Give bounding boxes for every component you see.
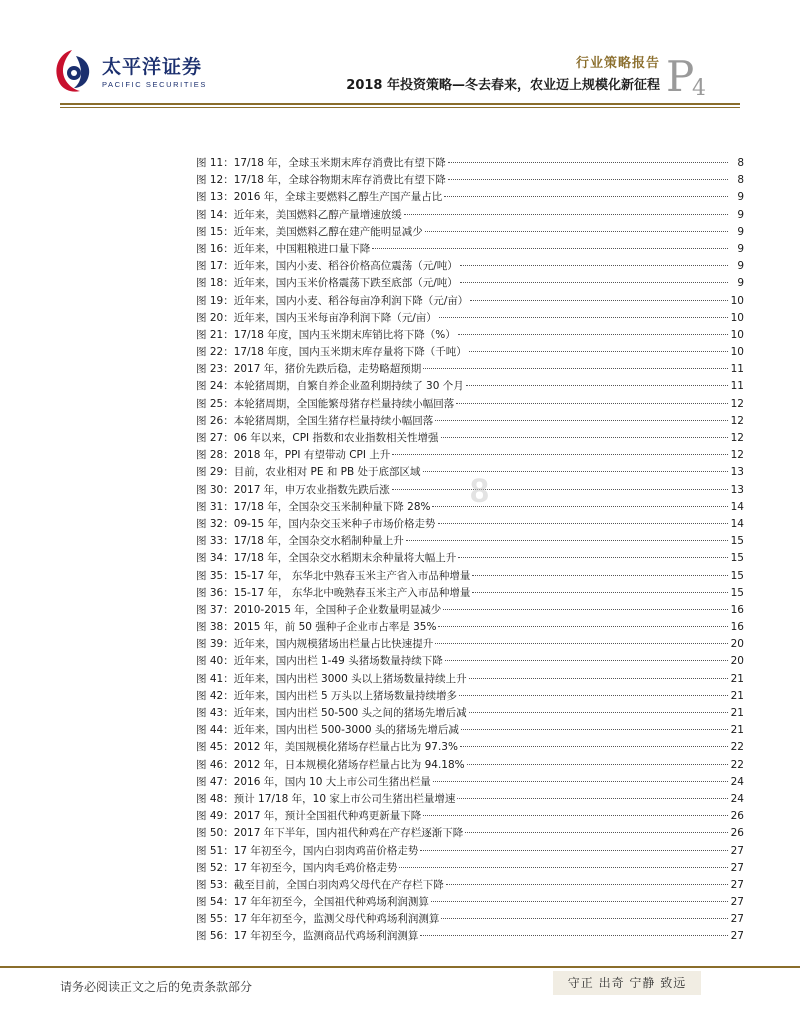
toc-entry-page: 16 [730, 621, 744, 634]
toc-entry[interactable] [196, 774, 744, 791]
logo-chinese-name: 太平洋证券 [102, 56, 203, 78]
toc-leader-dots [404, 214, 728, 215]
toc-leader-dots [423, 368, 728, 369]
toc-entry[interactable] [196, 568, 744, 585]
watermark: 8 [470, 472, 489, 510]
toc-entry-title: 图 31：17/18 年，全国杂交玉米制种量下降 28% [196, 500, 431, 513]
toc-leader-dots [438, 626, 728, 627]
toc-entry-page: 20 [730, 655, 744, 668]
toc-entry-page: 10 [730, 311, 744, 324]
toc-leader-dots [441, 918, 728, 919]
toc-entry[interactable] [196, 155, 744, 172]
logo-mark-icon [50, 46, 96, 96]
toc-entry-title: 图 15：近年来，美国燃料乙醇在建产能明显减少 [196, 225, 423, 238]
toc-leader-dots [425, 231, 728, 232]
toc-entry-title: 图 35：15-17 年， 东华北中熟春玉米主产省入市品种增量 [196, 569, 471, 582]
toc-entry-page: 11 [730, 363, 744, 376]
toc-entry[interactable] [196, 791, 744, 808]
toc-entry[interactable] [196, 344, 744, 361]
toc-entry-title: 图 51：17 年初至今，国内白羽肉鸡苗价格走势 [196, 844, 419, 857]
toc-entry[interactable] [196, 224, 744, 241]
toc-entry[interactable] [196, 327, 744, 344]
toc-leader-dots [438, 523, 728, 524]
toc-entry-title: 图 12：17/18 年，全球谷物期末库存消费比有望下降 [196, 174, 446, 187]
toc-entry[interactable] [196, 585, 744, 602]
toc-entry-title: 图 56：17 年初至今，监测商品代鸡场利润测算 [196, 930, 419, 943]
toc-leader-dots [448, 162, 728, 163]
toc-leader-dots [472, 592, 728, 593]
toc-leader-dots [469, 712, 728, 713]
toc-entry-page: 12 [730, 397, 744, 410]
toc-entry-title: 图 27：06 年以来，CPI 指数和农业指数相关性增强 [196, 432, 439, 444]
toc-entry-title: 图 22：17/18 年度，国内玉米期末库存量将下降（千吨） [196, 346, 467, 359]
toc-leader-dots [458, 557, 728, 558]
toc-entry-title: 图 30：2017 年，申万农业指数先跌后涨 [196, 483, 390, 496]
toc-entry[interactable] [196, 258, 744, 275]
toc-entry-page: 9 [737, 260, 744, 273]
toc-entry[interactable] [196, 189, 744, 206]
toc-entry-title: 图 55：17 年年初至今，监测父母代种鸡场利润测算 [196, 913, 440, 926]
toc-entry-page: 9 [737, 242, 744, 255]
toc-entry[interactable] [196, 825, 744, 842]
toc-entry-page: 16 [730, 603, 744, 616]
toc-leader-dots [435, 420, 728, 421]
toc-leader-dots [406, 540, 728, 541]
toc-entry-title: 图 37：2010-2015 年，全国种子企业数量明显减少 [196, 603, 442, 616]
toc-entry-page: 21 [730, 672, 744, 685]
toc-entry[interactable] [196, 843, 744, 860]
toc-leader-dots [469, 678, 728, 679]
toc-entry-page: 14 [730, 517, 744, 530]
toc-entry-page: 9 [737, 208, 744, 221]
report-type: 行业策略报告 [575, 56, 660, 71]
toc-leader-dots [458, 334, 728, 335]
report-title: 2018 年投资策略—冬去春来，农业迈上规模化新征程 [346, 78, 660, 93]
toc-entry[interactable] [196, 928, 744, 945]
toc-entry[interactable] [196, 653, 744, 670]
toc-entry[interactable] [196, 671, 744, 688]
toc-entry-title: 图 38：2015 年，前 50 强种子企业市占率是 35% [196, 621, 437, 634]
toc-leader-dots [433, 781, 728, 782]
toc-leader-dots [466, 385, 728, 386]
toc-entry-page: 10 [730, 294, 744, 307]
toc-entry-page: 27 [730, 913, 744, 926]
page-letter: P [666, 52, 695, 101]
toc-entry[interactable] [196, 430, 744, 447]
toc-leader-dots [420, 935, 728, 936]
toc-leader-dots [392, 454, 728, 455]
toc-entry-title: 图 34：17/18 年，全国杂交水稻期末余种量将大幅上升 [196, 552, 457, 565]
footer-disclaimer: 请务必阅读正文之后的免责条款部分 [60, 980, 253, 994]
toc-entry[interactable] [196, 877, 744, 894]
toc-entry-page: 26 [730, 827, 744, 840]
toc-entry-page: 27 [730, 861, 744, 874]
toc-entry-page: 8 [737, 157, 744, 169]
toc-entry-title: 图 21：17/18 年度，国内玉米期末库销比将下降（%） [196, 328, 456, 341]
toc-entry-page: 15 [730, 586, 744, 599]
toc-entry-title: 图 53：截至目前，全国白羽肉鸡父母代在产存栏下降 [196, 878, 444, 891]
header-rule [60, 103, 740, 105]
toc-entry-page: 15 [730, 535, 744, 548]
toc-entry-title: 图 41：近年来，国内出栏 3000 头以上猪场数量持续上升 [196, 672, 467, 685]
toc-leader-dots [423, 815, 728, 816]
footer-motto: 守正 出奇 宁静 致远 [553, 971, 701, 995]
toc-entry[interactable] [196, 705, 744, 722]
toc-entry[interactable] [196, 172, 744, 189]
toc-entry-title: 图 18：近年来，国内玉米价格震荡下跌至底部（元/吨） [196, 277, 458, 290]
toc-entry-title: 图 23：2017 年，猪价先跌后稳，走势略超预期 [196, 363, 422, 376]
toc-entry-title: 图 42：近年来，国内出栏 5 万头以上猪场数量持续增多 [196, 689, 458, 702]
toc-entry[interactable] [196, 602, 744, 619]
toc-entry-title: 图 29：目前，农业相对 PE 和 PB 处于底部区域 [196, 466, 421, 479]
toc-entry-page: 27 [730, 930, 744, 943]
toc-leader-dots [446, 884, 728, 885]
toc-entry-page: 11 [730, 380, 744, 393]
toc-entry-title: 图 14：近年来，美国燃料乙醇产量增速放缓 [196, 208, 402, 221]
toc-entry-page: 21 [730, 689, 744, 702]
toc-leader-dots [460, 746, 728, 747]
header-rule-thin [60, 107, 740, 108]
toc-entry-title: 图 49：2017 年，预计全国祖代种鸡更新量下降 [196, 810, 422, 823]
toc-entry-page: 26 [730, 810, 744, 823]
toc-entry-page: 14 [730, 500, 744, 513]
toc-entry-title: 图 19：近年来，国内小麦、稻谷每亩净利润下降（元/亩） [196, 294, 469, 307]
toc-leader-dots [457, 798, 728, 799]
toc-entry[interactable] [196, 275, 744, 292]
toc-leader-dots [439, 317, 728, 318]
toc-entry[interactable] [196, 396, 744, 413]
toc-entry-page: 13 [730, 466, 744, 479]
toc-leader-dots [431, 901, 728, 902]
footer-rule [0, 966, 800, 968]
toc-entry-page: 13 [730, 483, 744, 496]
toc-entry[interactable] [196, 207, 744, 224]
toc-leader-dots [392, 489, 728, 490]
toc-entry-title: 图 33：17/18 年，全国杂交水稻制种量上升 [196, 535, 404, 548]
toc-entry[interactable] [196, 911, 744, 928]
toc-entry-page: 21 [730, 707, 744, 719]
toc-entry-page: 27 [730, 896, 744, 909]
toc-entry[interactable] [196, 516, 744, 533]
toc-entry-title: 图 32：09-15 年，国内杂交玉米种子市场价格走势 [196, 517, 436, 530]
toc-entry[interactable] [196, 688, 744, 705]
toc-entry-title: 图 40：近年来，国内出栏 1-49 头猪场数量持续下降 [196, 655, 443, 668]
toc-entry[interactable] [196, 808, 744, 825]
toc-entry[interactable] [196, 550, 744, 567]
toc-entry-page: 12 [730, 414, 744, 427]
toc-entry-page: 12 [730, 449, 744, 462]
toc-entry-page: 10 [730, 346, 744, 359]
toc-entry[interactable] [196, 447, 744, 464]
toc-entry-title: 图 45：2012 年，美国规模化猪场存栏量占比为 97.3% [196, 741, 458, 754]
toc-leader-dots [448, 179, 728, 180]
toc-entry-page: 9 [737, 191, 744, 204]
toc-leader-dots [435, 643, 728, 644]
toc-entry-page: 27 [730, 878, 744, 891]
toc-entry-title: 图 24：本轮猪周期，自繁自养企业盈利期持续了 30 个月 [196, 380, 464, 393]
toc-entry-title: 图 39：近年来，国内规模猪场出栏量占比快速提升 [196, 638, 434, 651]
toc-entry-title: 图 13：2016 年，全球主要燃料乙醇生产国产量占比 [196, 191, 443, 204]
toc-entry-title: 图 20：近年来，国内玉米每亩净利润下降（元/亩） [196, 311, 437, 324]
toc-entry-title: 图 46：2012 年，日本规模化猪场存栏量占比为 94.18% [196, 758, 465, 771]
toc-entry[interactable] [196, 361, 744, 378]
toc-entry-page: 21 [730, 724, 744, 737]
toc-leader-dots [459, 695, 728, 696]
toc-entry[interactable] [196, 739, 744, 756]
toc-entry-title: 图 36：15-17 年， 东华北中晚熟春玉米主产入市品种增量 [196, 586, 471, 599]
toc-leader-dots [461, 729, 728, 730]
toc-leader-dots [372, 248, 728, 249]
toc-leader-dots [420, 850, 728, 851]
toc-entry-page: 22 [730, 758, 744, 771]
toc-entry-page: 12 [730, 432, 744, 444]
toc-entry[interactable] [196, 894, 744, 911]
toc-entry-page: 15 [730, 552, 744, 565]
toc-entry-title: 图 28：2018 年，PPI 有望带动 CPI 上升 [196, 449, 391, 462]
toc-entry[interactable] [196, 619, 744, 636]
toc-leader-dots [467, 764, 728, 765]
toc-entry-title: 图 47：2016 年，国内 10 大上市公司生猪出栏量 [196, 775, 431, 788]
toc-leader-dots [469, 351, 728, 352]
toc-entry[interactable] [196, 293, 744, 310]
toc-leader-dots [423, 471, 728, 472]
toc-entry-title: 图 17：近年来，国内小麦、稻谷价格高位震荡（元/吨） [196, 260, 458, 273]
toc-entry-page: 22 [730, 741, 744, 754]
toc-leader-dots [465, 832, 728, 833]
toc-entry-title: 图 11：17/18 年，全球玉米期末库存消费比有望下降 [196, 157, 446, 169]
toc-entry-page: 10 [730, 328, 744, 341]
toc-entry-page: 9 [737, 225, 744, 238]
toc-entry-page: 20 [730, 638, 744, 651]
toc-leader-dots [460, 265, 728, 266]
page-number: 4 [692, 76, 706, 101]
toc-entry-page: 15 [730, 569, 744, 582]
toc-entry-title: 图 50：2017 年下半年，国内祖代种鸡在产存栏逐渐下降 [196, 827, 464, 840]
toc-entry[interactable] [196, 413, 744, 430]
toc-entry-page: 9 [737, 277, 744, 290]
toc-leader-dots [445, 660, 728, 661]
toc-entry-title: 图 44：近年来，国内出栏 500-3000 头的猪场先增后减 [196, 724, 459, 737]
toc-leader-dots [399, 867, 728, 868]
toc-entry[interactable] [196, 636, 744, 653]
toc-leader-dots [472, 575, 728, 576]
toc-entry[interactable] [196, 860, 744, 877]
toc-entry-page: 24 [730, 792, 744, 805]
toc-entry-title: 图 25：本轮猪周期，全国能繁母猪存栏量持续小幅回落 [196, 397, 455, 410]
toc-entry-page: 27 [730, 844, 744, 857]
toc-entry-title: 图 16：近年来，中国粗粮进口量下降 [196, 242, 371, 255]
toc-leader-dots [441, 437, 729, 438]
toc-leader-dots [444, 196, 728, 197]
toc-entry[interactable] [196, 533, 744, 550]
logo-english-name: PACIFIC SECURITIES [102, 80, 207, 89]
toc-entry[interactable] [196, 722, 744, 739]
toc-entry-title: 图 54：17 年年初至今，全国祖代种鸡场利润测算 [196, 896, 429, 909]
toc-entry[interactable] [196, 378, 744, 395]
toc-leader-dots [443, 609, 728, 610]
toc-entry-title: 图 48：预计 17/18 年，10 家上市公司生猪出栏量增速 [196, 792, 456, 805]
toc-entry-title: 图 52：17 年初至今，国内肉毛鸡价格走势 [196, 861, 398, 874]
toc-entry-page: 8 [737, 174, 744, 187]
toc-leader-dots [460, 282, 728, 283]
toc-leader-dots [456, 403, 728, 404]
toc-entry-title: 图 26：本轮猪周期，全国生猪存栏量持续小幅回落 [196, 414, 434, 427]
toc-entry[interactable] [196, 757, 744, 774]
toc-entry-page: 24 [730, 775, 744, 788]
toc-entry-title: 图 43：近年来，国内出栏 50-500 头之间的猪场先增后减 [196, 707, 467, 719]
figure-index-list [196, 155, 744, 946]
toc-leader-dots [470, 300, 728, 301]
company-logo [50, 46, 220, 96]
toc-entry[interactable] [196, 241, 744, 258]
toc-entry[interactable] [196, 310, 744, 327]
